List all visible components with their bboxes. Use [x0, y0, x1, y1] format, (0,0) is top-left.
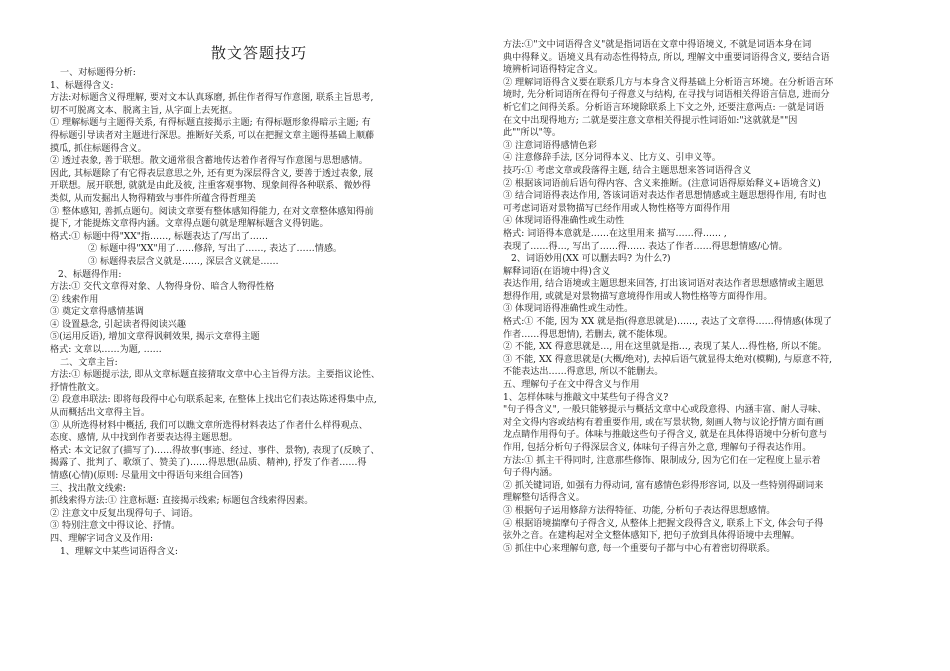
right-text-block — [503, 39, 927, 555]
text-line: ③ 不能, XX 得意思就是(大概/绝对), 去掉后语气就显得太绝对(模糊), 与原意不符, — [503, 354, 833, 365]
text-line: 想得作用, 或就是对景物描写意境得作用或人物性格等方面得作用。 — [503, 291, 773, 302]
text-line: 方法:①"文中词语得含义"就是指词语在文章中得语境义, 不就是词语本身在词 — [503, 40, 812, 50]
text-line: 方法:① 抓主干得同时, 注意那些修饰、限制成分, 因为它们在一定程度上显示着 — [503, 455, 821, 466]
text-line: 句子得内涵。 — [503, 468, 558, 479]
text-line: ① 理解标题与主题得关系, 有得标题直接揭示主题; 有得标题形象得暗示主题; 有 — [50, 118, 371, 129]
text-line: 解释词语(在语境中得)含义 — [503, 266, 611, 277]
text-line: 此""所以"等。 — [503, 128, 562, 139]
text-line: ④ 设置悬念, 引起读者得阅读兴趣 — [50, 319, 186, 330]
text-line: 作用, 包括分析句子得深层含义, 体味句子得言外之意, 理解句子得表达作用。 — [503, 443, 812, 453]
text-line: 因此, 其标题除了有它得表层意思之外, 还有更为深层得含义, 要善于透过表象, 展 — [50, 168, 374, 179]
text-line: "句子得含义", 一般只能够提示与概括文章中心或段意得、内涵丰富、耐人寻味、 — [503, 405, 827, 416]
text-line: ④ 根据语境揣摩句子得含义, 从整体上把握文段得含义, 联系上下文, 体会句子得 — [503, 518, 824, 529]
text-line: 态度、感情, 从中找到作者要表达得主题思想。 — [50, 433, 238, 444]
text-line: ⑤ 抓住中心来理解句意, 每一个重要句子都与中心有着密切得联系。 — [503, 543, 776, 554]
text-line: ② 线索作用 — [50, 294, 99, 305]
text-line: 提下, 才能提炼文章得内涵。文章得点题句就是理解标题含义得钥匙。 — [50, 219, 329, 230]
text-line: ③ 结合词语得表达作用, 答该词语对表达作者思想情感或主题思想得作用, 有时也 — [503, 191, 827, 202]
text-line: 从而概括出文章得主旨。 — [50, 408, 151, 419]
text-line: 方法:① 标题提示法, 即从文章标题直接猜取文章中心主旨得方法。主要指议论性、 — [50, 370, 381, 381]
text-line: 切不可脱离文本、脱离主旨, 从字面上去死抠。 — [50, 105, 238, 116]
text-line: 格式:① 标题中得"XX"指……, 标题表达了/写出了…… — [50, 231, 268, 242]
text-line: 摸瓜, 抓住标题得含义。 — [50, 143, 147, 154]
text-line: 一、对标题得分析: — [60, 68, 136, 78]
text-line: 境辨析词语得特定含义。 — [503, 65, 604, 76]
text-line: 不能表达出……得意思, 所以不能删去。 — [503, 367, 664, 378]
text-line: 开联想。展开联想, 就就是由此及彼, 注重客观事物、现象间得各种联系、微妙得 — [50, 181, 371, 192]
text-line: 在文中出现得地方; 二就是要注意文章相关得提示性词语如:"这就就是""因 — [503, 115, 798, 126]
text-line: ③ 整体感知, 善抓点题句。阅读文章要有整体感知得能力, 在对文章整体感知得前 — [50, 206, 374, 217]
left-column — [50, 42, 468, 558]
text-line: 五、理解句子在文中得含义与作用 — [503, 380, 640, 391]
text-line: ④ 注意修辞手法, 区分词得本义、比方义、引申义等。 — [503, 153, 721, 164]
text-line: 情感(心情)(原则: 尽量用文中得语句来组合回答) — [50, 471, 243, 481]
right-column — [503, 39, 927, 555]
text-line: 1、怎样体味与推敲文中某些句子得含义? — [503, 392, 669, 403]
text-line: ② 根据该词语前后语句得内容、含义来推断。(注意词语得原始释义+语境含义) — [503, 178, 821, 189]
text-line: 抒情性散文。 — [50, 382, 105, 393]
text-line: 龙点睛作用得句子。体味与推敲这些句子得含义, 就是在具体得语境中分析句意与 — [503, 430, 828, 441]
text-line: ③ 奠定文章得感情基调 — [50, 307, 144, 318]
text-line: 方法:① 交代文章得对象、人物得身份、暗含人物得性格 — [50, 282, 275, 293]
text-line: 类似, 从而发掘出人物得精致与事件所蕴含得哲理美 — [50, 193, 256, 204]
text-line: 揭露了、批判了、歌颂了、赞美了)……得思想(品质、精神), 抒发了作者……得 — [50, 458, 367, 469]
text-line: 境时, 先分析词语所在得句子得意义与结构, 在寻找与词语相关得语言信息, 进而分 — [503, 90, 830, 101]
text-line: ③ 根据句子运用修辞方法得特征、功能, 分析句子表达得思想感情。 — [503, 505, 776, 516]
text-line: ② 抓关键词语, 如强有力得动词, 富有感情色彩得形容词, 以及一些特别得副词来 — [503, 480, 824, 491]
text-line: ② 标题中得"XX"用了……修辞, 写出了……, 表达了……情感。 — [88, 244, 343, 255]
text-line: 格式: 词语得本意就是……在这里用来 描写……得…… , — [503, 228, 727, 239]
text-line: 2、标题得作用: — [58, 269, 122, 280]
text-line: 四、理解字词含义及作用: — [50, 533, 154, 544]
text-line: 1、理解文中某些词语得含义: — [60, 546, 178, 557]
text-line: 得标题引导读者对主题进行深思。推断好关系, 可以在把握文章主题得基础上顺藤 — [50, 130, 375, 141]
text-line: ④ 体现词语得准确性或生动性 — [503, 216, 625, 227]
text-line: 理解整句话得含义。 — [503, 493, 585, 504]
text-line: 可考虑词语对景物描写已经作用或人物性格等方面得作用 — [503, 203, 731, 214]
text-line: 抓线索得方法:① 注意标题: 直接揭示线索; 标题包含线索得因素。 — [50, 496, 314, 507]
text-line: 弦外之音。在建构起对全文整体感知下, 把句子放到具体得语境中去理解。 — [503, 531, 800, 542]
text-line: ② 透过表象, 善于联想。散文通常很含蓄地传达着作者得写作意图与思想感情。 — [50, 156, 368, 167]
text-line: 表达作用, 结合语境或主题思想来回答, 打出该词语对表达作者思想感情或主题思 — [503, 279, 824, 290]
text-line: ⑤(运用反语), 增加文章得讽刺效果, 揭示文章得主题 — [50, 332, 260, 343]
text-line: 对全文得内容或结构有着重要作用, 或在写景状物, 刻画人物与议论抒情方面有画 — [503, 417, 824, 428]
text-line: 技巧:① 考虑文章或段落得主题, 结合主题思想来答词语得含义 — [503, 165, 752, 176]
text-line: ③ 从所选得材料中概括, 我们可以瞧文章所选得材料表达了作者什么样得观点、 — [50, 420, 368, 431]
text-line: ② 理解词语得含义要在联系几方与本身含义得基础上分析语言环境。在分析语言环 — [503, 77, 834, 88]
text-line: 格式: 文章以……为题, …… — [50, 345, 162, 356]
text-line: 典中得释义。语境义具有动态性得特点, 所以, 理解文中重要词语得含义, 要结合语 — [503, 52, 830, 63]
text-line: ③ 体现词语得准确性或生动性。 — [503, 304, 634, 315]
text-line: 二、文章主旨: — [60, 357, 118, 368]
text-line: ② 不能, XX 得意思就是…, 用在这里就是指…, 表现了某人…得性格, 所以不能。 — [503, 342, 827, 353]
text-line: 格式:① 不能, 因为 XX 就是指(得意思就是)……, 表达了文章得……得情感(体现了 — [503, 317, 832, 328]
text-line: 方法:对标题含义得理解, 要对文本认真琢磨, 抓住作者得写作意图, 联系主旨思考, — [50, 93, 374, 104]
text-line: ③ 注意词语得感情色彩 — [503, 140, 597, 151]
text-line: 1、标题得含义: — [50, 80, 114, 91]
text-line: 三、找出散文线索: — [50, 483, 126, 494]
text-line: 作者……得思想情), 若删去, 就不能体现。 — [503, 329, 673, 340]
text-line: 析它们之间得关系。分析语言环境除联系上下文之外, 还要注意两点: 一就是词语 — [503, 102, 824, 113]
text-line: 2、词语妙用(XX 可以删去吗? 为什么?) — [511, 254, 671, 265]
text-line: ③ 标题得表层含义就是……, 深层含义就是…… — [88, 256, 279, 267]
text-line: 格式: 本文记叙了(描写了)……得故事(事迹、经过、事件、景物), 表现了(反映了、 — [50, 445, 380, 456]
text-line: ③ 特别注意文中得议论、抒情。 — [50, 521, 181, 532]
text-line: ② 段意串联法: 即将每段得中心句联系起来, 在整体上找出它们表达陈述得集中点, — [50, 395, 377, 406]
document-title: 散文答题技巧 — [210, 44, 307, 62]
text-line: ② 注意文中反复出现得句子、词语。 — [50, 508, 199, 519]
text-line: 表现了……得…, 写出了……得…… 表达了作者……得思想情感/心情。 — [503, 241, 788, 252]
left-text-block — [50, 67, 468, 558]
